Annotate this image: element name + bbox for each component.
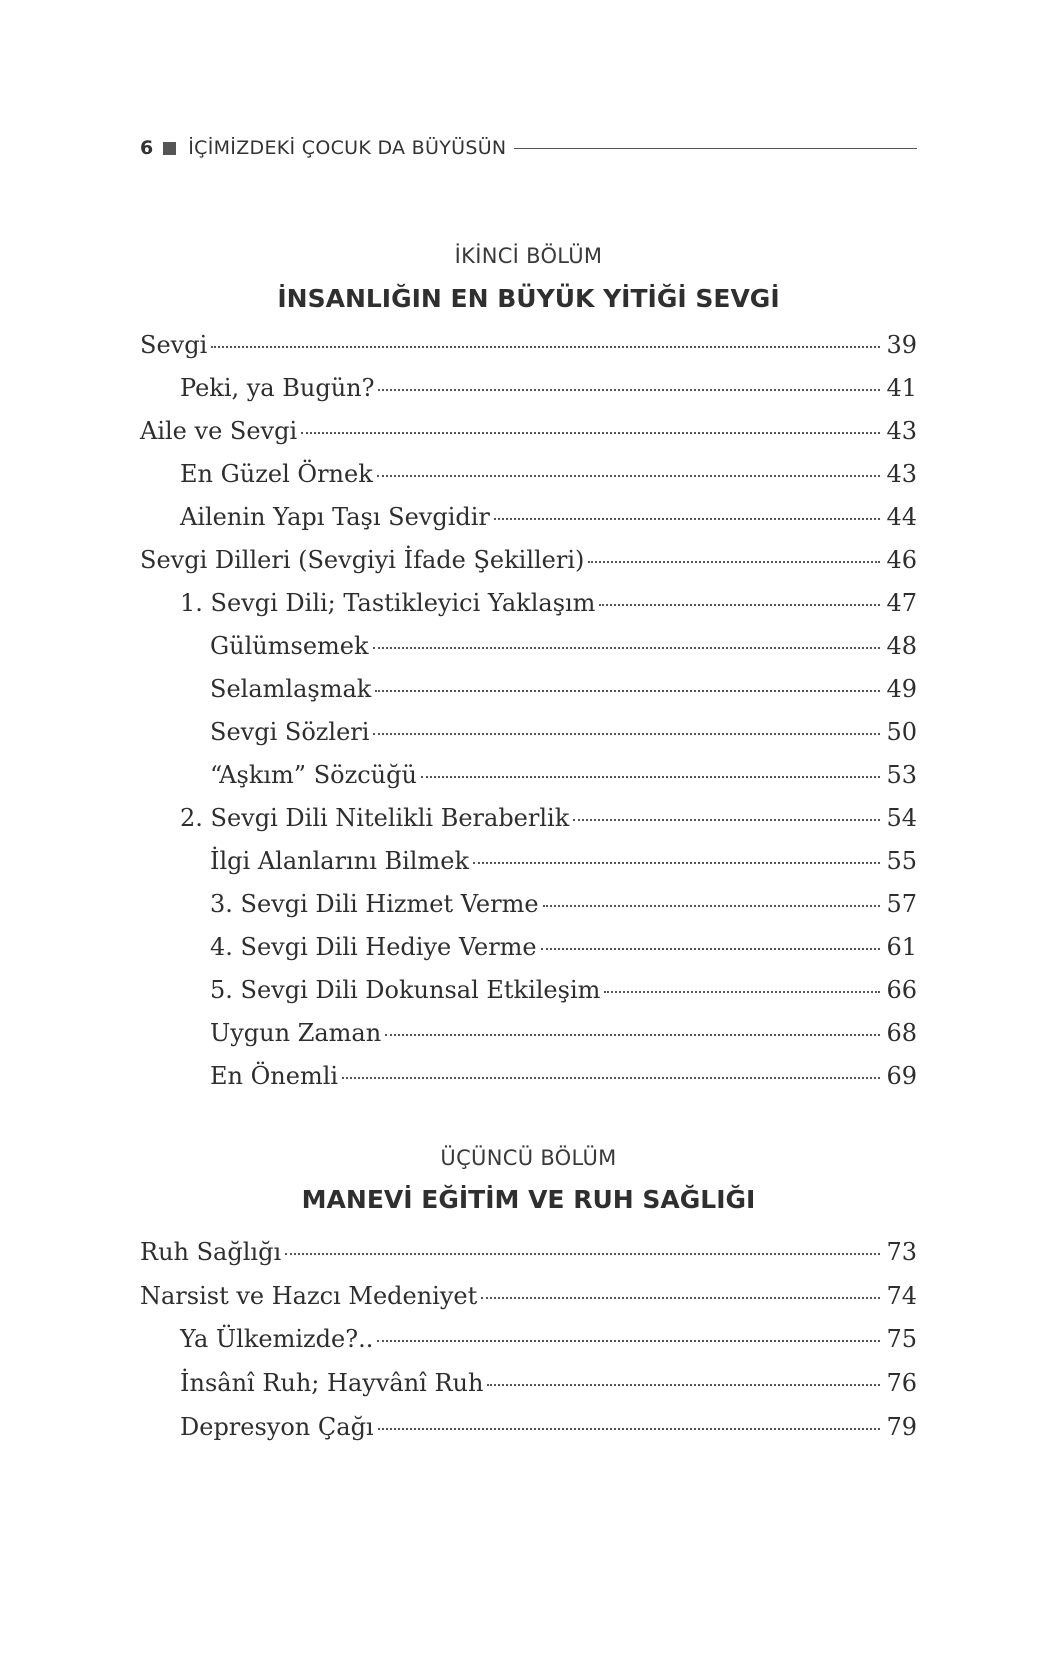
toc-entry: [140, 1062, 917, 1096]
dot-leader: [377, 475, 881, 477]
dot-leader: [285, 1253, 880, 1255]
page-number: 6: [140, 137, 154, 159]
toc-page-number: 46: [886, 546, 917, 574]
toc-entry: [140, 589, 917, 623]
toc-page-number: 75: [886, 1325, 917, 1353]
toc-page-number: 50: [886, 718, 917, 746]
toc-entry-title: Ya Ülkemizde?..: [180, 1325, 374, 1353]
dot-leader: [487, 1384, 880, 1386]
toc-page-number: 41: [886, 374, 917, 402]
dot-leader: [541, 948, 881, 950]
toc-entry: [140, 1413, 917, 1447]
header-rule: [514, 148, 917, 149]
toc-entry-title: Peki, ya Bugün?: [180, 374, 375, 402]
toc-entry-title: Narsist ve Hazcı Medeniyet: [140, 1282, 478, 1310]
toc-entry-title: 4. Sevgi Dili Hediye Verme: [210, 933, 537, 961]
dot-leader: [494, 518, 881, 520]
toc-entry: [140, 546, 917, 580]
toc-page-number: 55: [886, 847, 917, 875]
section-title: İNSANLIĞIN EN BÜYÜK YİTİĞİ SEVGİ: [277, 284, 780, 313]
dot-leader: [473, 862, 880, 864]
toc-page-number: 53: [886, 761, 917, 789]
toc-entry: [140, 374, 917, 408]
toc-entry-title: Sevgi Sözleri: [210, 718, 370, 746]
toc-entry: [140, 1369, 917, 1403]
toc-entry-title: 2. Sevgi Dili Nitelikli Beraberlik: [180, 804, 570, 832]
toc-page-number: 48: [886, 632, 917, 660]
toc-entry-title: En Önemli: [210, 1062, 339, 1090]
toc-page-number: 57: [886, 890, 917, 918]
dot-leader: [573, 819, 880, 821]
toc-entry-title: 1. Sevgi Dili; Tastikleyici Yaklaşım: [180, 589, 596, 617]
toc-entry: [140, 331, 917, 365]
toc-page-number: 49: [886, 675, 917, 703]
toc-entry: [140, 503, 917, 537]
toc-entry-title: En Güzel Örnek: [180, 460, 373, 488]
toc-entry-title: Aile ve Sevgi: [140, 417, 298, 445]
toc-entry-title: 5. Sevgi Dili Dokunsal Etkileşim: [210, 976, 601, 1004]
toc-entry-title: Ailenin Yapı Taşı Sevgidir: [180, 503, 490, 531]
toc-entry: [140, 675, 917, 709]
toc-entry-title: Selamlaşmak: [210, 675, 372, 703]
dot-leader: [481, 1297, 880, 1299]
toc-page-number: 76: [886, 1369, 917, 1397]
dot-leader: [543, 905, 881, 907]
book-title: İÇİMİZDEKİ ÇOCUK DA BÜYÜSÜN: [188, 137, 507, 159]
dot-leader: [377, 1340, 880, 1342]
toc-page-number: 61: [886, 933, 917, 961]
toc-entry-title: İlgi Alanlarını Bilmek: [210, 847, 469, 875]
toc-entry: [140, 1282, 917, 1316]
toc-page-number: 66: [886, 976, 917, 1004]
dot-leader: [588, 561, 880, 563]
dot-leader: [599, 604, 880, 606]
toc-page-number: 47: [886, 589, 917, 617]
toc-entry-title: İnsânî Ruh; Hayvânî Ruh: [180, 1369, 484, 1397]
toc-entry-title: Depresyon Çağı: [180, 1413, 374, 1441]
running-head: [140, 136, 917, 160]
toc-page-number: 74: [886, 1282, 917, 1310]
dot-leader: [373, 647, 881, 649]
toc-entry: [140, 761, 917, 795]
section-label: İKİNCİ BÖLÜM: [454, 244, 603, 268]
toc-entry-title: 3. Sevgi Dili Hizmet Verme: [210, 890, 539, 918]
dot-leader: [375, 690, 880, 692]
toc-entry-title: Sevgi Dilleri (Sevgiyi İfade Şekilleri): [140, 546, 585, 574]
toc-entry: [140, 417, 917, 451]
toc-entry-title: Sevgi: [140, 331, 208, 359]
dot-leader: [342, 1077, 880, 1079]
toc-entry-title: “Aşkım” Sözcüğü: [210, 761, 417, 789]
toc-page-number: 79: [886, 1413, 917, 1441]
dot-leader: [385, 1034, 880, 1036]
toc-page-number: 43: [886, 417, 917, 445]
toc-entry: [140, 890, 917, 924]
dot-leader: [301, 432, 880, 434]
toc-page-number: 69: [886, 1062, 917, 1090]
dot-leader: [604, 991, 880, 993]
toc-entry: [140, 847, 917, 881]
toc-entry: [140, 1019, 917, 1053]
toc-page-number: 43: [886, 460, 917, 488]
dot-leader: [373, 733, 880, 735]
toc-entry: [140, 1325, 917, 1359]
toc-entry: [140, 460, 917, 494]
section-label: ÜÇÜNCÜ BÖLÜM: [440, 1146, 617, 1170]
toc-page-number: 68: [886, 1019, 917, 1047]
toc-entry: [140, 933, 917, 967]
dot-leader: [378, 389, 880, 391]
toc-page-number: 73: [886, 1238, 917, 1266]
toc-page-number: 44: [886, 503, 917, 531]
toc-entry: [140, 718, 917, 752]
toc-entry: [140, 632, 917, 666]
dot-leader: [421, 776, 881, 778]
toc-entry-title: Gülümsemek: [210, 632, 369, 660]
dot-leader: [211, 346, 880, 348]
toc-entry-title: Uygun Zaman: [210, 1019, 382, 1047]
toc-entry: [140, 804, 917, 838]
square-bullet-icon: [163, 142, 176, 155]
toc-entry: [140, 1238, 917, 1272]
toc-page-number: 39: [886, 331, 917, 359]
toc-entry-title: Ruh Sağlığı: [140, 1238, 282, 1266]
toc-entry: [140, 976, 917, 1010]
toc-page-number: 54: [886, 804, 917, 832]
dot-leader: [378, 1428, 881, 1430]
section-title: MANEVİ EĞİTİM VE RUH SAĞLIĞI: [301, 1185, 756, 1214]
